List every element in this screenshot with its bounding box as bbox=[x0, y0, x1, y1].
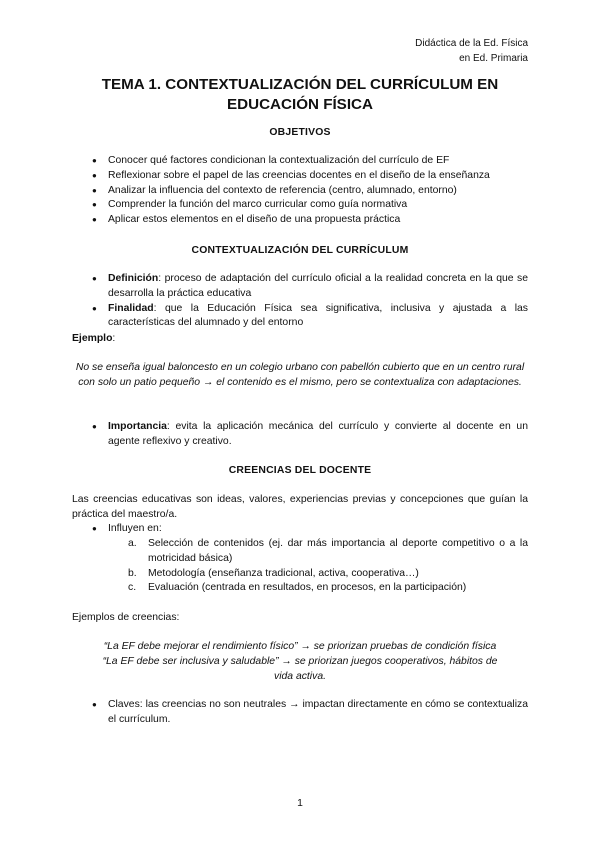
page-header bbox=[415, 36, 528, 66]
list-item: b. Metodología (enseñanza tradicional, activa, cooperativa…) bbox=[128, 567, 419, 579]
objetivos-heading: OBJETIVOS bbox=[269, 127, 331, 138]
importancia-item: ● Importancia: evita la aplicación mecánica del currículo y convierte al docente en un agente reflexivo y creativo. bbox=[92, 421, 528, 447]
bullet-icon: ● bbox=[92, 170, 97, 180]
definicion-item: ● Definición: proceso de adaptación del currículo oficial a la realidad concreta en la que se desarrolla la práctica educativa bbox=[92, 273, 528, 299]
bullet-icon: ● bbox=[92, 156, 97, 165]
list-item: a. Selección de contenidos (ej. dar más importancia al deporte competitivo o a la motricidad básica) bbox=[128, 538, 528, 564]
creencia-ejemplo-2: “La EF debe ser inclusiva y saludable” → se priorizan juegos cooperativos, hábitos de vida activa. bbox=[102, 656, 498, 682]
list-item: c. Evaluación (centrada en resultados, en procesos, en la participación) bbox=[128, 582, 467, 594]
bullet-icon: ● bbox=[92, 524, 97, 533]
importancia-list bbox=[92, 420, 528, 450]
bullet-icon: ● bbox=[92, 303, 97, 313]
claves-list bbox=[92, 698, 528, 728]
bullet-icon: ● bbox=[92, 185, 97, 195]
header-degree: en Ed. Primaria bbox=[459, 53, 528, 64]
list-item: ● Reflexionar sobre el papel de las creencias docentes en el diseño de la enseñanza bbox=[92, 169, 528, 184]
creencias-list bbox=[92, 522, 528, 537]
creencia-ejemplo-1: “La EF debe mejorar el rendimiento físico” → se priorizan pruebas de condición física bbox=[103, 641, 497, 652]
list-item: ● Comprender la función del marco curricular como guía normativa bbox=[92, 198, 528, 213]
bullet-icon: ● bbox=[92, 274, 97, 283]
ejemplo-label: Ejemplo: bbox=[72, 333, 116, 344]
bullet-icon: ● bbox=[92, 422, 97, 431]
contextualizacion-list bbox=[92, 272, 528, 331]
list-item: ● Conocer qué factores condicionan la contextualización del currículo de EF bbox=[92, 154, 528, 169]
list-item: ● Aplicar estos elementos en el diseño de una propuesta práctica bbox=[92, 213, 528, 228]
title-line-1: TEMA 1. CONTEXTUALIZACIÓN DEL CURRÍCULUM EN bbox=[101, 76, 499, 93]
creencias-intro: Las creencias educativas son ideas, valores, experiencias previas y concepciones que guían la práctica del maestro/a. bbox=[72, 494, 528, 520]
bullet-icon: ● bbox=[92, 700, 97, 709]
page-number: 1 bbox=[297, 798, 303, 809]
finalidad-item: ● Finalidad: que la Educación Física sea significativa, inclusiva y ajustada a las características del alumnado y del entorno bbox=[92, 302, 528, 329]
list-item: ● Analizar la influencia del contexto de referencia (centro, alumnado, entorno) bbox=[92, 184, 528, 199]
header-course: Didáctica de la Ed. Física bbox=[415, 38, 528, 49]
title-line-2: EDUCACIÓN FÍSICA bbox=[227, 95, 373, 113]
creencias-heading: CREENCIAS DEL DOCENTE bbox=[228, 465, 372, 476]
bullet-icon: ● bbox=[92, 200, 97, 210]
objetivos-list bbox=[92, 154, 528, 228]
claves-item: ● Claves: las creencias no son neutrales → impactan directamente en cómo se contextualiza el currículum. bbox=[92, 699, 528, 725]
ejemplo-text: No se enseña igual baloncesto en un colegio urbano con pabellón cubierto que en un centro rural con solo un patio pequeño → el contenido es el mismo, pero se contextualiza con adaptaciones. bbox=[75, 362, 525, 388]
influyen-sublist bbox=[128, 537, 528, 596]
ejemplos-label: Ejemplos de creencias: bbox=[72, 612, 180, 623]
influyen-item: ● Influyen en: bbox=[92, 522, 528, 537]
contextualizacion-heading: CONTEXTUALIZACIÓN DEL CURRÍCULUM bbox=[191, 245, 409, 256]
bullet-icon: ● bbox=[92, 215, 97, 225]
page-title bbox=[72, 75, 528, 115]
